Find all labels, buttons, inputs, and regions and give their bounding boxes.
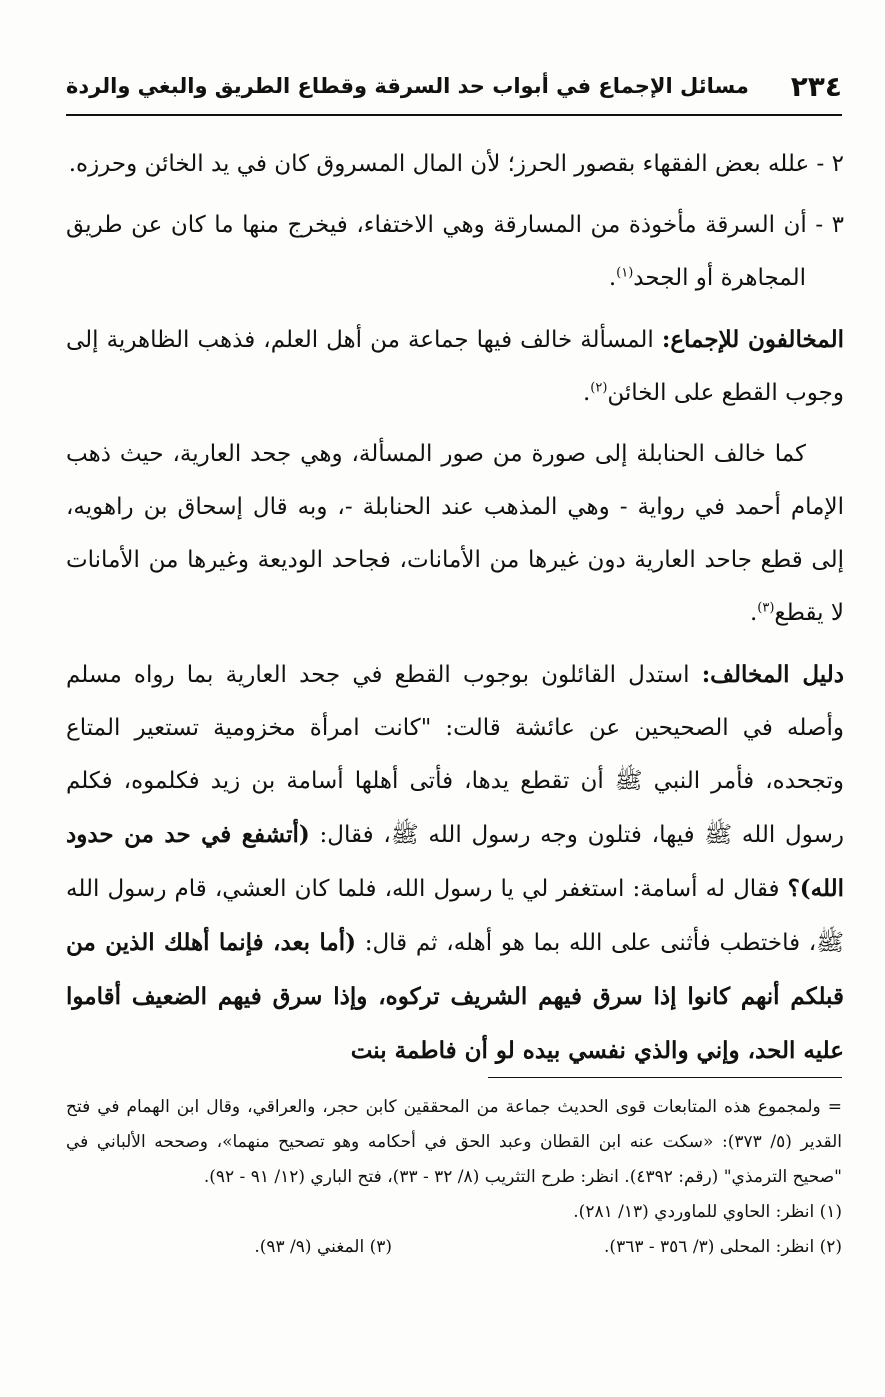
opponents-text: المسألة خالف فيها جماعة من أهل العلم، فذهب الظاهرية إلى وجوب القطع على الخائن bbox=[66, 327, 844, 406]
evidence-paragraph bbox=[66, 648, 844, 1078]
main-text bbox=[66, 138, 844, 1086]
opponents-paragraph: المخالفون للإجماع: المسألة خالف فيها جماعة من أهل العلم، فذهب الظاهرية إلى وجوب القطع على الخائن$^{(٢)}$. bbox=[66, 326, 844, 406]
hanabila-paragraph: كما خالف الحنابلة إلى صورة من صور المسألة، وهي جحد العارية، حيث ذهب الإمام أحمد في رواية - وهي المذهب عند الحنابلة -، وبه قال إسحاق بن راهويه، إلى قطع جاحد العارية دون غيرها من الأمانات، فجاحد الوديعة وغيرها من الأمانات لا يقطع$^{(٣)}$. bbox=[66, 441, 844, 626]
hanabila-text: كما خالف الحنابلة إلى صورة من صور المسألة، وهي جحد العارية، حيث ذهب الإمام أحمد في رواية - وهي المذهب عند الحنابلة -، وبه قال إسحاق بن راهويه، إلى قطع جاحد العارية دون غيرها من الأمانات، فجاحد الوديعة وغيرها من الأمانات لا يقطع bbox=[66, 441, 844, 626]
point-2-text: ٢ - علله بعض الفقهاء بقصور الحرز؛ لأن المال المسروق كان في يد الخائن وحرزه. bbox=[68, 151, 844, 177]
page-number: ٢٣٤ bbox=[790, 70, 842, 103]
footnotes bbox=[66, 1090, 842, 1265]
footnote-row bbox=[66, 1230, 842, 1265]
page-header bbox=[66, 62, 842, 116]
hadith-quote-1: (أتشفع في حد من حدود الله)؟ bbox=[66, 821, 844, 902]
footnote-continued: = ولمجموع هذه المتابعات قوى الحديث جماعة من المحققين كابن حجر، والعراقي، وقال ابن الهمام في فتح القدير (٥/ ٣٧٣): «سكت عنه ابن القطان وعبد الحق في أحكامه وهو تصحيح منهما»، وصححه الألباني في "صحيح الترمذي" (رقم: ٤٣٩٢). انظر: طرح التثريب (٨/ ٣٢ - ٣٣)، فتح الباري (١٢/ ٩١ - ٩٢). bbox=[66, 1097, 842, 1187]
footnote-separator bbox=[488, 1077, 842, 1078]
footnote-1: (١) انظر: الحاوي للماوردي (١٣/ ٢٨١). bbox=[573, 1202, 842, 1222]
running-title: مسائل الإجماع في أبواب حد السرقة وقطاع الطريق والبغي والردة bbox=[66, 74, 749, 98]
evidence-heading: دليل المخالف: bbox=[701, 661, 845, 688]
footnote-ref-3: (٣) bbox=[757, 600, 775, 616]
footnote-2: (٢) انظر: المحلى (٣/ ٣٥٦ - ٣٦٣). bbox=[604, 1237, 842, 1257]
point-2 bbox=[66, 138, 844, 191]
evidence-text-2: فقال له أسامة: استغفر لي يا رسول الله، فلما كان العشي، قام رسول الله ﷺ، فاختطب فأثنى على الله بما هو أهله، ثم قال: bbox=[66, 876, 844, 956]
footnote-ref-1: (١) bbox=[616, 265, 634, 281]
footnote-ref-2: (٢) bbox=[590, 380, 608, 396]
opponents-heading: المخالفون للإجماع: bbox=[661, 326, 844, 353]
point-3: ٣ - أن السرقة مأخوذة من المسارقة وهي الاختفاء، فيخرج منها ما كان عن طريق المجاهرة أو الجحد$^{(١)}$. bbox=[66, 212, 844, 291]
footnote-3: (٣) المغني (٩/ ٩٣). bbox=[254, 1237, 392, 1257]
point-3-text: ٣ - أن السرقة مأخوذة من المسارقة وهي الاختفاء، فيخرج منها ما كان عن طريق المجاهرة أو الجحد bbox=[66, 212, 844, 291]
hadith-quote-2: (أما بعد، فإنما أهلك الذين من قبلكم أنهم كانوا إذا سرق فيهم الشريف تركوه، وإذا سرق فيهم الضعيف أقاموا عليه الحد، وإني والذي نفسي بيده لو أن فاطمة بنت bbox=[66, 929, 844, 1064]
evidence-text: استدل القائلون بوجوب القطع في جحد العارية بما رواه مسلم وأصله في الصحيحين عن عائشة قالت: "كانت امرأة مخزومية تستعير المتاع وتجحده، فأمر النبي ﷺ أن تقطع يدها، فأتى أهلها أسامة بن زيد فكلموه، فكلم رسول الله ﷺ فيها، فتلون وجه رسول الله ﷺ، فقال: bbox=[66, 662, 844, 848]
